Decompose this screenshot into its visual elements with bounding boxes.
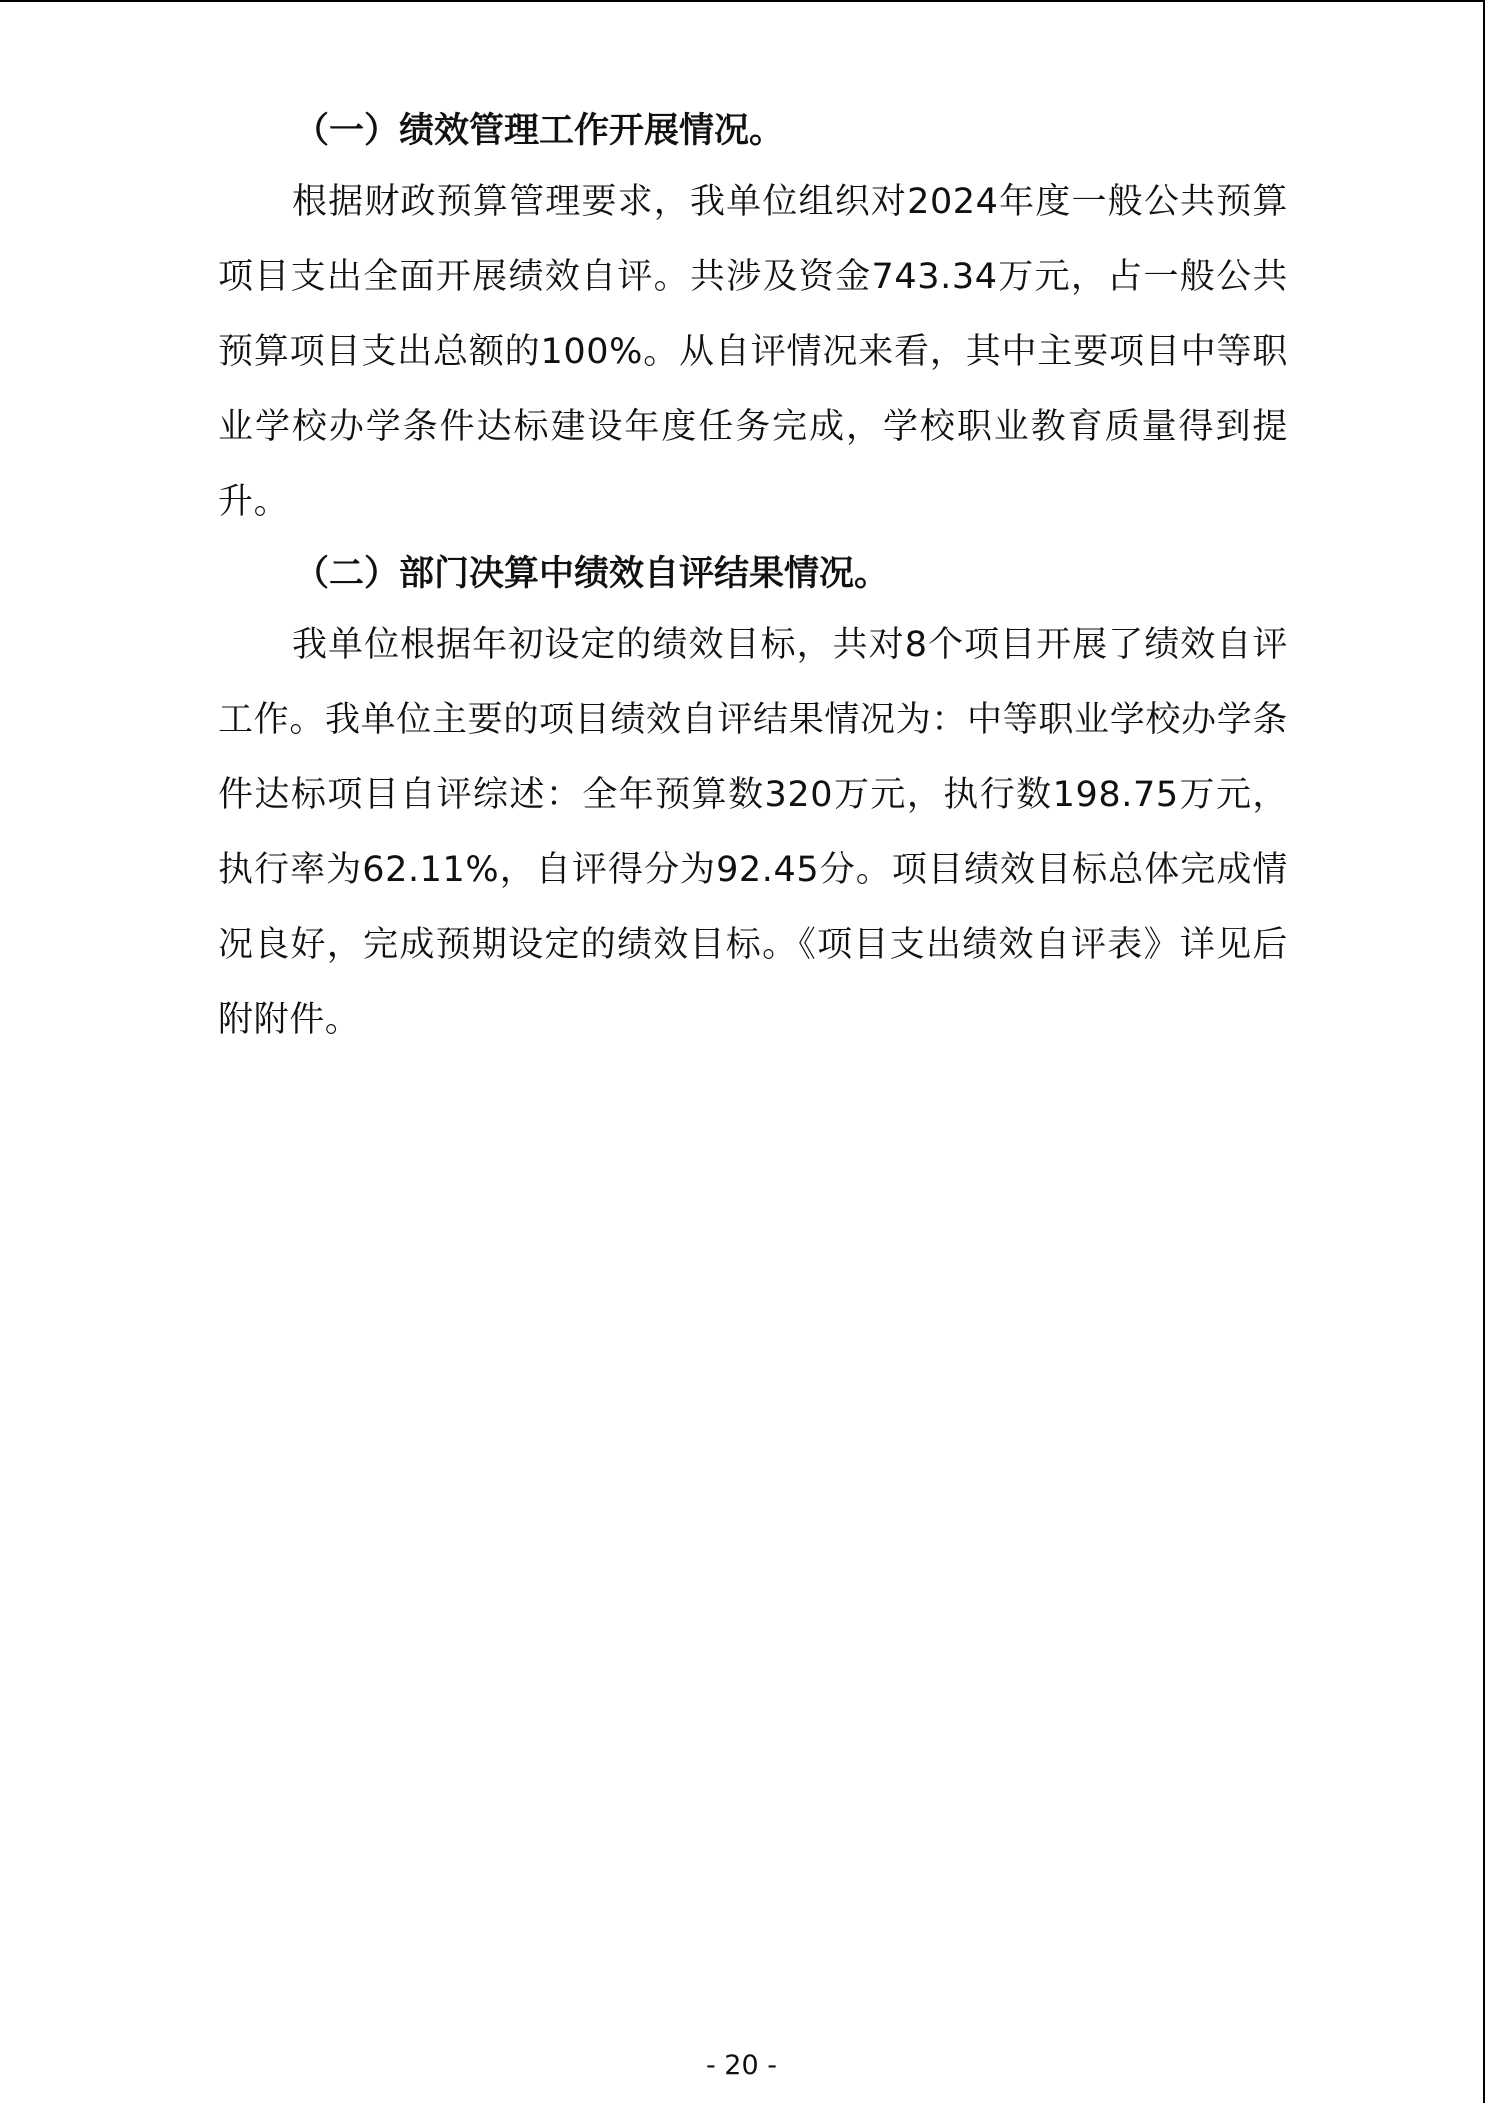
section-heading-self-evaluation-results: （二）部门决算中绩效自评结果情况。 [294, 554, 890, 594]
section-heading-performance-management: （一）绩效管理工作开展情况。 [294, 111, 785, 151]
page-number: - 20 - [705, 2050, 777, 2081]
paragraph-performance-management: 根据财政预算管理要求，我单位组织对2024年度一般公共预算项目支出全面开展绩效自评。共涉及资金743.34万元，占一般公共预算项目支出总额的100%。从自评情况来看，其中主要项目中等职业学校办学条件达标建设年度任务完成，学校职业教育质量得到提升。 [218, 182, 1288, 522]
page-content [218, 97, 1288, 1058]
paragraph-self-evaluation-results: 我单位根据年初设定的绩效目标，共对8个项目开展了绩效自评工作。我单位主要的项目绩效自评结果情况为：中等职业学校办学条件达标项目自评综述：全年预算数320万元，执行数198.75万元，执行率为62.11%，自评得分为92.45分。项目绩效目标总体完成情况良好，完成预期设定的绩效目标。《项目支出绩效自评表》详见后附附件。 [218, 625, 1288, 1040]
